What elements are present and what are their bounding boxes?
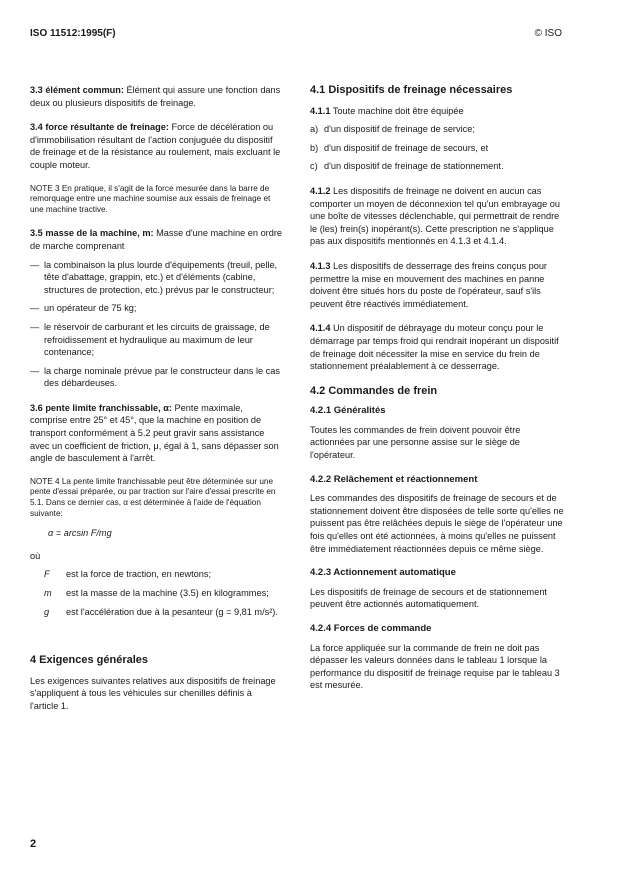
section-4-2-1-title: 4.2.1 Généralités <box>310 405 386 417</box>
left-column <box>30 84 282 713</box>
list-item: — le réservoir de carburant et les circuits de graissage, de refroidissement et hydraulique au maximum de leur contenance; <box>30 321 270 358</box>
section-4-2-3-text: Les dispositifs de freinage de secours et de stationnement peuvent être actionnés automatiquement. <box>310 586 547 610</box>
section-4-2-3-title: 4.2.3 Actionnement automatique <box>310 567 456 579</box>
where-label: où <box>30 550 41 561</box>
section-4-2-1-text: Toutes les commandes de frein doivent pouvoir être actionnées par une personne assise sur le siège de l'opérateur. <box>310 424 521 461</box>
section-4-1-3: 4.1.3 Les dispositifs de desserrage des freins conçus pour permettre la mise en mouvement des machines en panne doivent être situés hors du poste de l'opérateur, sauf s'ils peuvent être réactivés immédiatement. <box>310 260 547 309</box>
standard-id: ISO 11512:1995(F) <box>30 28 116 39</box>
list-item: — la combinaison la plus lourde d'équipements (treuil, pelle, tête d'abattage, grappin, etc.) et d'éléments (cabine, structures de protection, etc.) prévus par le constructeur; <box>30 259 278 295</box>
section-3-4: 3.4 force résultante de freinage: Force de décélération ou d'immobilisation résultant de l'action conjuguée du dispositif de freinage et de la résistance au roulement, mais excluant le couple moteur. <box>30 122 281 170</box>
note-3: NOTE 3 En pratique, il s'agit de la force mesurée dans la barre de remorquage entre une machine soumise aux essais de freinage et une machine tractive. <box>30 183 271 214</box>
copyright: © ISO <box>534 28 562 39</box>
section-3-5: 3.5 masse de la machine, m: Masse d'une machine en ordre de marche comprenant <box>30 228 283 251</box>
section-4-2-title: 4.2 Commandes de frein <box>310 384 438 397</box>
list-item: c) d'un dispositif de freinage de stationnement. <box>310 161 504 172</box>
definition-row: m est la masse de la machine (3.5) en kilogrammes; <box>44 588 269 598</box>
section-4-2-4-title: 4.2.4 Forces de commande <box>310 623 432 634</box>
list-item: — la charge nominale prévue par le constructeur dans le cas des débardeuses. <box>30 365 280 389</box>
note-4: NOTE 4 La pente limite franchissable peut être déterminée sur une pente d'essai préparée, ou par traction sur l'aire d'essai prescrite en 5.1. Dans ce dernier cas, α est déterminée à l'aide de l'équation suivante: <box>30 476 276 518</box>
definition-row: F est la force de traction, en newtons; <box>44 569 212 580</box>
list-item: b) d'un dispositif de freinage de secours, et <box>310 142 489 153</box>
page-header <box>30 28 562 39</box>
page-number: 2 <box>30 838 37 850</box>
right-column <box>310 84 565 692</box>
section-3-6: 3.6 pente limite franchissable, α: Pente maximale, comprise entre 25° et 45°, que la machine en position de transport conformément à 5.2 peut gravir sans assistance avec un coefficient de friction, μ, égal à 1, sans dépasser son angle de basculement à l'arrêt. <box>30 402 279 464</box>
definition-row: g est l'accélération due à la pesanteur (g = 9,81 m/s²). <box>44 606 278 617</box>
section-4-text: Les exigences suivantes relatives aux dispositifs de freinage s'appliquent à tous les véhicules sur chenilles définis à l'article 1. <box>30 675 276 711</box>
formula: α = arcsin F/mg <box>48 528 112 539</box>
section-4-2-2-title: 4.2.2 Relâchement et réactionnement <box>310 473 478 485</box>
section-3-3: 3.3 élément commun: Élément qui assure une fonction dans deux ou plusieurs dispositifs de freinage. <box>30 85 281 108</box>
section-4-1-2: 4.1.2 Les dispositifs de freinage ne doivent en aucun cas comporter un moyen de déconnexion tel qu'un embrayage ou une boîte de vitesses déclenchable, qui permettrait de rendre le (les) frein(s) inopérant(s). Cette prescription ne s'applique pas aux dispositifs mentionnés en 4.1.3 et 4.1.4. <box>310 185 560 247</box>
list-item: a) d'un dispositif de freinage de service; <box>310 124 475 135</box>
section-4-2-2-text: Les commandes des dispositifs de freinage de secours et de stationnement doivent être disposées de telle sorte qu'elles ne puissent pas être relâchées depuis le siège de l'opérateur une fois qu'elles ont été actionnées, à moins qu'elles ne puissent être immédiatement réactionnées depuis ce même siège. <box>310 493 564 554</box>
section-4-1-4: 4.1.4 Un dispositif de débrayage du moteur conçu pour le démarrage par temps froid qui rendrait inopérant un dispositif de freinage doit nécessiter la mise en service du frein de stationnement préalablement à ce desserrage. <box>310 323 559 372</box>
section-4-2-4-text: La force appliquée sur la commande de frein ne doit pas dépasser les valeurs données dans le tableau 1 lorsque la performance du dispositif de freinage requise par le tableau 3 est mesurée. <box>310 642 560 691</box>
section-4-1-title: 4.1 Dispositifs de freinage nécessaires <box>310 84 513 96</box>
section-4-1-1: 4.1.1 Toute machine doit être équipée <box>310 105 464 116</box>
list-item: — un opérateur de 75 kg; <box>30 303 137 314</box>
section-4-title: 4 Exigences générales <box>30 654 149 667</box>
